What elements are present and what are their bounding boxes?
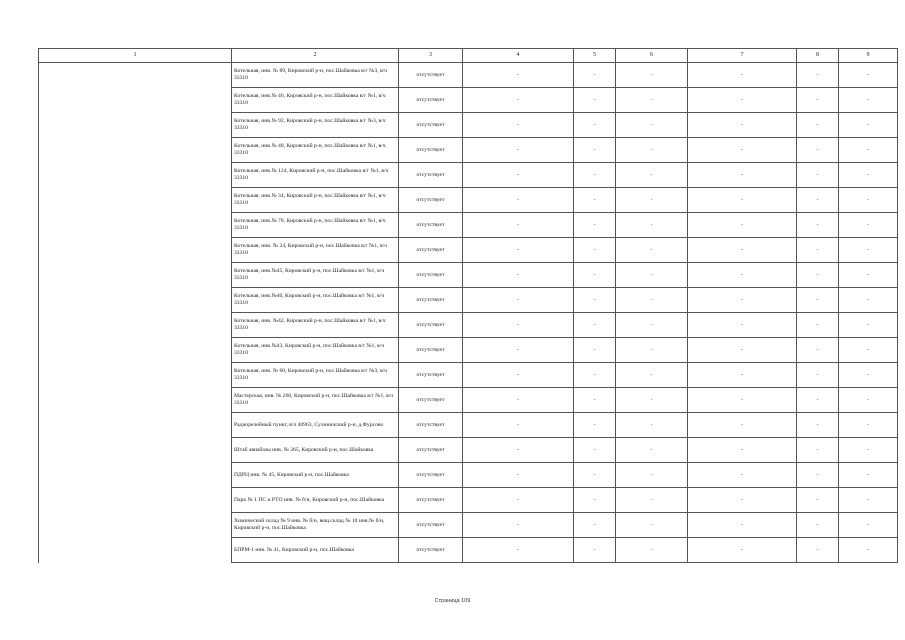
- col9-cell: -: [839, 538, 898, 563]
- status-cell: отсутствует: [399, 63, 463, 88]
- col4-cell: -: [463, 413, 574, 438]
- col9-cell: -: [839, 138, 898, 163]
- col6-cell: -: [616, 313, 688, 338]
- col6-cell: -: [616, 538, 688, 563]
- col9-cell: -: [839, 313, 898, 338]
- column-header-1: 1: [39, 49, 232, 63]
- col6-cell: -: [616, 63, 688, 88]
- col9-cell: -: [839, 238, 898, 263]
- object-name-cell: ПДРЦ инв. № 45, Кировский р-н, пос.Шайковка: [232, 463, 399, 488]
- col4-cell: -: [463, 338, 574, 363]
- col8-cell: -: [797, 388, 839, 413]
- object-name-cell: Котельная, инв. № 24, Кировский р-н, пос.Шайковка в/г №1, в/ч 33310: [232, 238, 399, 263]
- col8-cell: -: [797, 63, 839, 88]
- status-cell: отсутствует: [399, 138, 463, 163]
- column-header-7: 7: [688, 49, 797, 63]
- col7-cell: -: [688, 538, 797, 563]
- col8-cell: -: [797, 163, 839, 188]
- col6-cell: -: [616, 288, 688, 313]
- col7-cell: -: [688, 113, 797, 138]
- col6-cell: -: [616, 213, 688, 238]
- col6-cell: -: [616, 438, 688, 463]
- object-name-cell: Котельная, инв.№ 46, Кировский р-н, пос.Шайковка в/г №1, в/ч 33310: [232, 88, 399, 113]
- col5-cell: -: [574, 363, 616, 388]
- col8-cell: -: [797, 263, 839, 288]
- col7-cell: -: [688, 488, 797, 513]
- status-cell: отсутствует: [399, 338, 463, 363]
- status-cell: отсутствует: [399, 88, 463, 113]
- object-name-cell: Радиорелейный пункт, в/ч 40963, Сухиничский р-н, д.Фурсово: [232, 413, 399, 438]
- col4-cell: -: [463, 63, 574, 88]
- col7-cell: -: [688, 513, 797, 538]
- col8-cell: -: [797, 363, 839, 388]
- col8-cell: -: [797, 188, 839, 213]
- col9-cell: -: [839, 88, 898, 113]
- object-name-cell: Котельная, инв. №42, Кировский р-н, пос.Шайковка в/г №1, в/ч 33310: [232, 313, 399, 338]
- col6-cell: -: [616, 238, 688, 263]
- col5-cell: -: [574, 263, 616, 288]
- column-header-5: 5: [574, 49, 616, 63]
- col4-cell: -: [463, 488, 574, 513]
- col5-cell: -: [574, 88, 616, 113]
- col6-cell: -: [616, 388, 688, 413]
- column-header-8: 8: [797, 49, 839, 63]
- col9-cell: -: [839, 188, 898, 213]
- col9-cell: -: [839, 488, 898, 513]
- col9-cell: -: [839, 463, 898, 488]
- col5-cell: -: [574, 388, 616, 413]
- object-name-cell: Котельная, инв.№45, Кировский р-н, пос.Шайковка в/г №1, в/ч 33310: [232, 263, 399, 288]
- col8-cell: -: [797, 488, 839, 513]
- column-header-4: 4: [463, 49, 574, 63]
- object-name-cell: Котельная, инв.№ 92, Кировский р-н, пос.Шайковка в/г №3, в/ч 33310: [232, 113, 399, 138]
- col5-cell: -: [574, 163, 616, 188]
- merged-category-cell: [39, 63, 232, 563]
- data-table: [38, 48, 898, 563]
- status-cell: отсутствует: [399, 413, 463, 438]
- col9-cell: -: [839, 263, 898, 288]
- col4-cell: -: [463, 463, 574, 488]
- col8-cell: -: [797, 513, 839, 538]
- col6-cell: -: [616, 88, 688, 113]
- status-cell: отсутствует: [399, 513, 463, 538]
- col6-cell: -: [616, 263, 688, 288]
- col7-cell: -: [688, 338, 797, 363]
- col7-cell: -: [688, 63, 797, 88]
- col4-cell: -: [463, 388, 574, 413]
- col9-cell: -: [839, 363, 898, 388]
- status-cell: отсутствует: [399, 538, 463, 563]
- col5-cell: -: [574, 138, 616, 163]
- col4-cell: -: [463, 363, 574, 388]
- object-name-cell: Штаб авиабазы инв. № 265, Кировский р-н, пос.Шайковка: [232, 438, 399, 463]
- column-header-3: 3: [399, 49, 463, 63]
- col6-cell: -: [616, 463, 688, 488]
- column-header-6: 6: [616, 49, 688, 63]
- col6-cell: -: [616, 363, 688, 388]
- col5-cell: -: [574, 463, 616, 488]
- col7-cell: -: [688, 213, 797, 238]
- table-header-row: [39, 49, 898, 63]
- status-cell: отсутствует: [399, 488, 463, 513]
- object-name-cell: Котельная, инв. № 89, Кировский р-н, пос.Шайковка в/г №3, в/ч 33310: [232, 63, 399, 88]
- col5-cell: -: [574, 188, 616, 213]
- col5-cell: -: [574, 238, 616, 263]
- col5-cell: -: [574, 488, 616, 513]
- col5-cell: -: [574, 113, 616, 138]
- col5-cell: -: [574, 513, 616, 538]
- object-name-cell: Котельная, инв.№ 124, Кировский р-н, пос.Шайковка в/г №1, в/ч 33310: [232, 163, 399, 188]
- col9-cell: -: [839, 213, 898, 238]
- col4-cell: -: [463, 88, 574, 113]
- col4-cell: -: [463, 538, 574, 563]
- col4-cell: -: [463, 163, 574, 188]
- status-cell: отсутствует: [399, 363, 463, 388]
- page-number: Страница 109: [434, 598, 471, 604]
- col6-cell: -: [616, 138, 688, 163]
- object-name-cell: Котельная, инв.№43, Кировский р-н, пос.Шайковка в/г №1, в/ч 33310: [232, 338, 399, 363]
- column-header-9: 9: [839, 49, 898, 63]
- col8-cell: -: [797, 313, 839, 338]
- object-name-cell: Котельная, инв. № 60, Кировский р-н, пос.Шайковка в/г №3, в/ч 33310: [232, 363, 399, 388]
- col6-cell: -: [616, 488, 688, 513]
- status-cell: отсутствует: [399, 213, 463, 238]
- status-cell: отсутствует: [399, 188, 463, 213]
- col8-cell: -: [797, 138, 839, 163]
- object-name-cell: Химический склад № 9 инв. № б/н, вещ.склад № 10 инв.№ б/н, Кировский р-н, пос.Шайковка: [232, 513, 399, 538]
- col7-cell: -: [688, 438, 797, 463]
- col4-cell: -: [463, 313, 574, 338]
- col6-cell: -: [616, 338, 688, 363]
- col4-cell: -: [463, 263, 574, 288]
- col4-cell: -: [463, 238, 574, 263]
- col9-cell: -: [839, 413, 898, 438]
- object-name-cell: Котельная, инв.№40, Кировский р-н, пос.Шайковка в/г №1, в/ч 33310: [232, 288, 399, 313]
- col7-cell: -: [688, 163, 797, 188]
- col5-cell: -: [574, 313, 616, 338]
- col4-cell: -: [463, 138, 574, 163]
- col5-cell: -: [574, 338, 616, 363]
- col8-cell: -: [797, 213, 839, 238]
- col6-cell: -: [616, 163, 688, 188]
- col9-cell: -: [839, 513, 898, 538]
- object-name-cell: Котельная, инв.№ 48, Кировский р-н, пос.Шайковка в/г №1, в/ч 33310: [232, 138, 399, 163]
- col7-cell: -: [688, 363, 797, 388]
- col7-cell: -: [688, 413, 797, 438]
- col7-cell: -: [688, 263, 797, 288]
- col6-cell: -: [616, 413, 688, 438]
- col7-cell: -: [688, 138, 797, 163]
- object-name-cell: Мастерская, инв. № 260, Кировский р-н, пос.Шайковка в/г №1, в/ч 33310: [232, 388, 399, 413]
- col8-cell: -: [797, 338, 839, 363]
- object-name-cell: Котельная, инв.№ 34, Кировский р-н, пос.Шайковка в/г №1, в/ч 33310: [232, 188, 399, 213]
- col5-cell: -: [574, 538, 616, 563]
- status-cell: отсутствует: [399, 463, 463, 488]
- col9-cell: -: [839, 438, 898, 463]
- col8-cell: -: [797, 463, 839, 488]
- col8-cell: -: [797, 413, 839, 438]
- col5-cell: -: [574, 63, 616, 88]
- col7-cell: -: [688, 188, 797, 213]
- status-cell: отсутствует: [399, 288, 463, 313]
- col7-cell: -: [688, 288, 797, 313]
- status-cell: отсутствует: [399, 263, 463, 288]
- status-cell: отсутствует: [399, 238, 463, 263]
- col7-cell: -: [688, 463, 797, 488]
- col4-cell: -: [463, 438, 574, 463]
- col4-cell: -: [463, 188, 574, 213]
- col4-cell: -: [463, 213, 574, 238]
- table-body: [39, 63, 898, 563]
- col5-cell: -: [574, 413, 616, 438]
- col7-cell: -: [688, 313, 797, 338]
- col7-cell: -: [688, 238, 797, 263]
- col8-cell: -: [797, 438, 839, 463]
- col9-cell: -: [839, 113, 898, 138]
- col6-cell: -: [616, 188, 688, 213]
- col9-cell: -: [839, 288, 898, 313]
- col8-cell: -: [797, 88, 839, 113]
- status-cell: отсутствует: [399, 313, 463, 338]
- status-cell: отсутствует: [399, 163, 463, 188]
- col4-cell: -: [463, 288, 574, 313]
- col8-cell: -: [797, 238, 839, 263]
- col9-cell: -: [839, 388, 898, 413]
- table-row: [39, 63, 898, 88]
- col9-cell: -: [839, 63, 898, 88]
- col7-cell: -: [688, 88, 797, 113]
- object-name-cell: Парк № 1 ПС и РТО инв. № б/н, Кировский р-н, пос.Шайковка: [232, 488, 399, 513]
- col8-cell: -: [797, 113, 839, 138]
- col8-cell: -: [797, 538, 839, 563]
- col6-cell: -: [616, 513, 688, 538]
- col9-cell: -: [839, 163, 898, 188]
- column-header-2: 2: [232, 49, 399, 63]
- col9-cell: -: [839, 338, 898, 363]
- col8-cell: -: [797, 288, 839, 313]
- status-cell: отсутствует: [399, 113, 463, 138]
- col4-cell: -: [463, 113, 574, 138]
- col4-cell: -: [463, 513, 574, 538]
- object-name-cell: БПРМ-1 инв. № 41, Кировский р-н, пос.Шайковка: [232, 538, 399, 563]
- status-cell: отсутствует: [399, 438, 463, 463]
- col6-cell: -: [616, 113, 688, 138]
- col7-cell: -: [688, 388, 797, 413]
- col5-cell: -: [574, 438, 616, 463]
- status-cell: отсутствует: [399, 388, 463, 413]
- col5-cell: -: [574, 213, 616, 238]
- col5-cell: -: [574, 288, 616, 313]
- object-name-cell: Котельная, инв.№ 78, Кировский р-н, пос.Шайковка в/г №1, в/ч 33310: [232, 213, 399, 238]
